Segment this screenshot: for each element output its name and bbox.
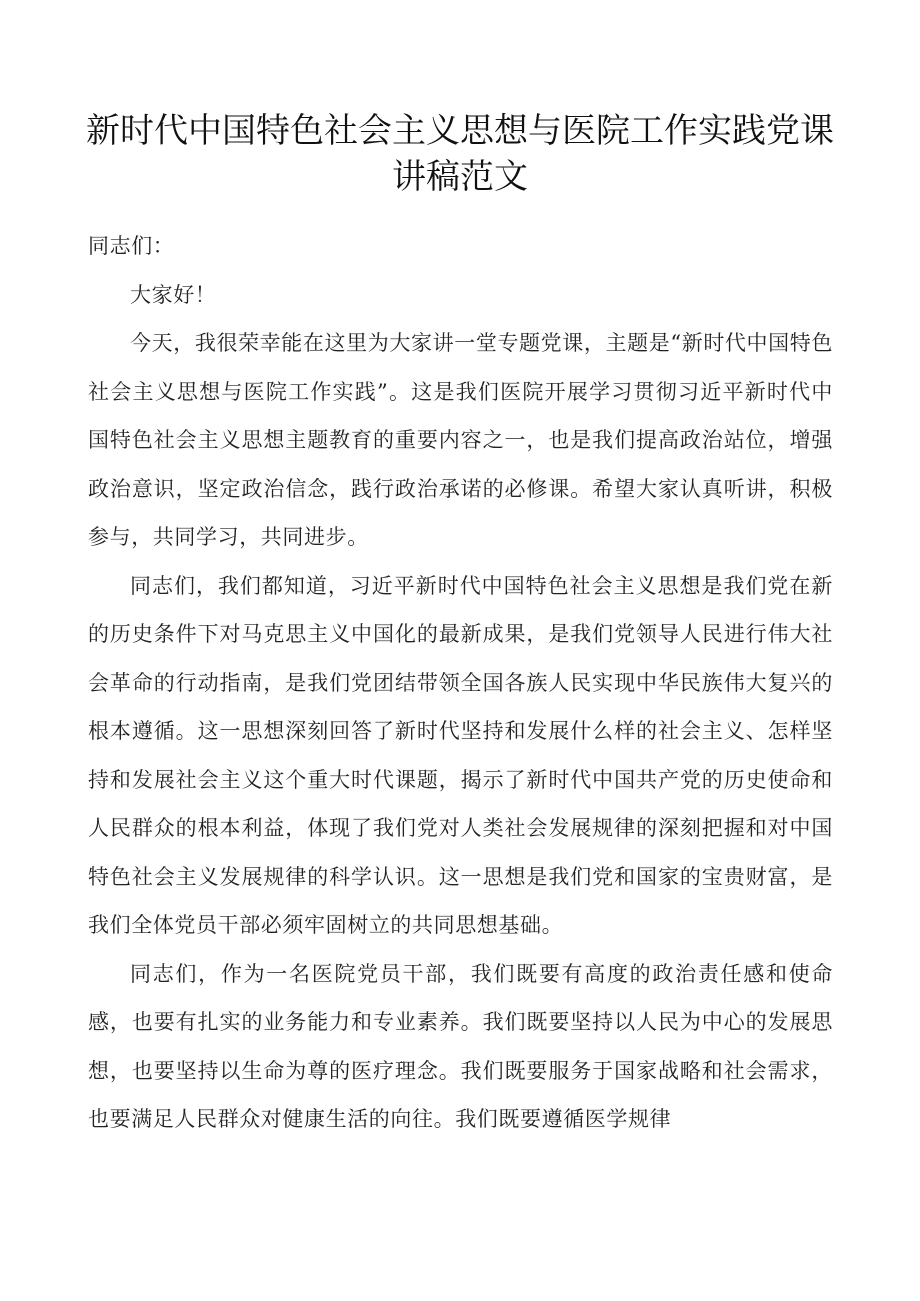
document-body: [88, 222, 833, 1144]
paragraph-thought-significance: 同志们，我们都知道，习近平新时代中国特色社会主义思想是我们党在新的历史条件下对马克思主义中国化的最新成果，是我们党领导人民进行伟大社会革命的行动指南，是我们党团结带领全国各族人民实现中华民族伟大复兴的根本遵循。这一思想深刻回答了新时代坚持和发展什么样的社会主义、怎样坚持和发展社会主义这个重大时代课题，揭示了新时代中国共产党的历史使命和人民群众的根本利益，体现了我们党对人类社会发展规律的深刻把握和对中国特色社会主义发展规律的科学认识。这一思想是我们党和国家的宝贵财富，是我们全体党员干部必须牢固树立的共同思想基础。: [88, 573, 833, 937]
salutation: 同志们：: [88, 234, 175, 258]
paragraph-greeting: 大家好！: [130, 282, 217, 307]
paragraph-hospital-practice: 同志们，作为一名医院党员干部，我们既要有高度的政治责任感和使命感，也要有扎实的业务能力和专业素养。我们既要坚持以人民为中心的发展思想，也要坚持以生命为尊的医疗理念。我们既要服务于国家战略和社会需求，也要满足人民群众对健康生活的向往。我们既要遵循医学规律: [88, 961, 833, 1131]
paragraph-introduction: 今天，我很荣幸能在这里为大家讲一堂专题党课，主题是“新时代中国特色社会主义思想与医院工作实践”。这是我们医院开展学习贯彻习近平新时代中国特色社会主义思想主题教育的重要内容之一，也是我们提高政治站位，增强政治意识，坚定政治信念，践行政治承诺的必修课。希望大家认真听讲，积极参与，共同学习，共同进步。: [88, 331, 833, 549]
document-title: 新时代中国特色社会主义思想与医院工作实践党课讲稿范文: [86, 111, 834, 197]
